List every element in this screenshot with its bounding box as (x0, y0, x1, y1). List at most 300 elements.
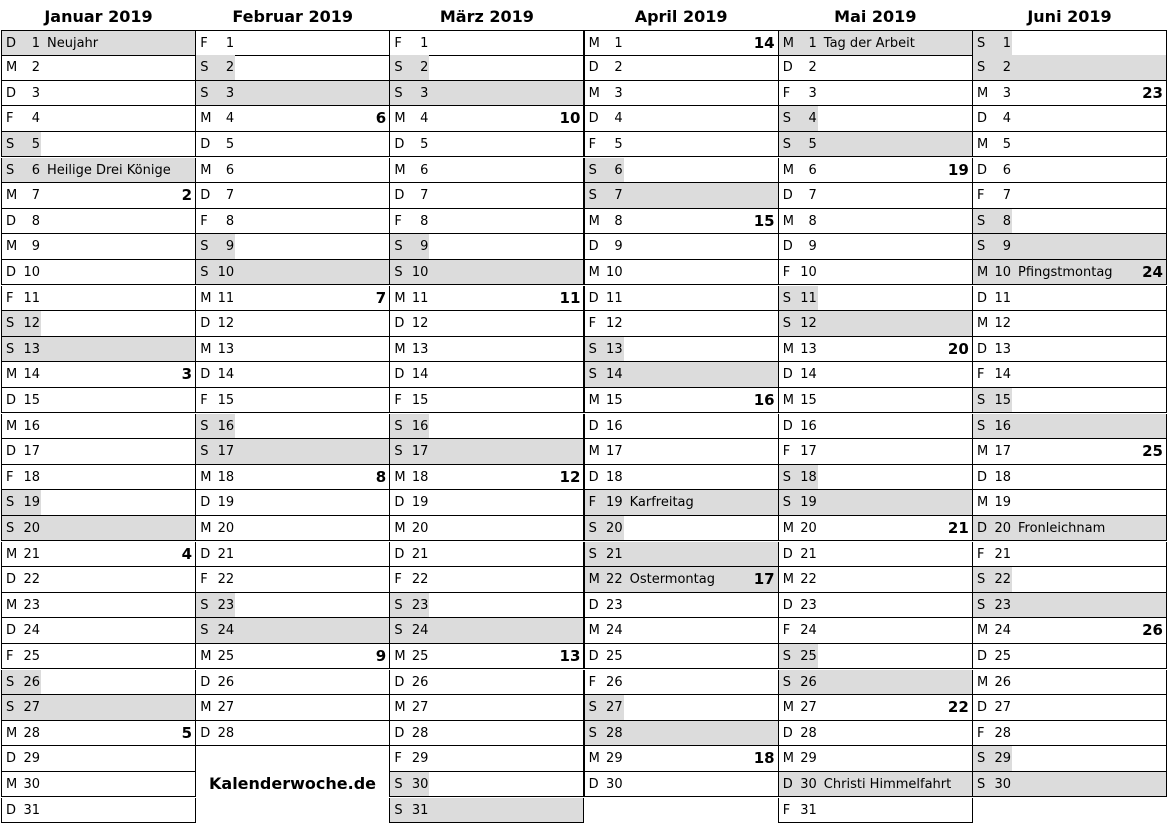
day-cell (972, 490, 1167, 516)
day-cell (778, 516, 973, 542)
weekday-letter: M (200, 341, 212, 357)
weekday-letter: S (977, 35, 986, 51)
month-title: April 2019 (634, 7, 728, 26)
day-number: 23 (217, 597, 235, 613)
day-number: 14 (23, 367, 40, 383)
weekday-letter: S (394, 802, 403, 818)
weekday-letter: D (394, 188, 405, 204)
week-number: 20 (947, 339, 969, 358)
day-number: 9 (808, 239, 817, 255)
weekday-letter: D (6, 213, 17, 229)
weekday-letter: D (977, 111, 988, 127)
weekday-letter: F (782, 802, 791, 818)
weekday-letter: M (588, 213, 600, 229)
day-number: 24 (411, 623, 429, 639)
weekday-letter: D (200, 316, 211, 332)
day-cell (389, 721, 584, 747)
weekday-letter: D (394, 546, 405, 562)
weekday-letter: S (200, 444, 209, 460)
day-cell (584, 106, 779, 132)
weekday-letter: S (200, 239, 209, 255)
day-number: 14 (800, 367, 817, 383)
day-number: 26 (606, 674, 623, 690)
weekday-letter: F (588, 316, 597, 332)
day-cell (195, 516, 390, 542)
day-cell (1, 695, 196, 721)
day-number: 28 (217, 725, 235, 741)
weekday-letter: M (782, 341, 795, 357)
day-cell (778, 695, 973, 721)
day-number: 13 (994, 341, 1011, 357)
day-cell (778, 414, 973, 440)
day-number: 13 (217, 341, 235, 357)
weekday-letter: M (588, 751, 600, 767)
day-number: 8 (225, 213, 235, 229)
day-cell (584, 670, 779, 696)
day-number: 10 (606, 264, 623, 280)
weekday-letter: S (6, 520, 15, 536)
day-cell (1, 81, 196, 107)
week-number: 19 (947, 160, 969, 179)
weekday-letter: S (977, 597, 986, 613)
day-cell (972, 567, 1167, 593)
day-cell (584, 286, 779, 312)
day-cell (972, 158, 1167, 184)
weekday-letter: M (782, 700, 795, 716)
day-cell (1, 670, 196, 696)
day-cell (778, 81, 973, 107)
weekday-letter: D (6, 444, 17, 460)
day-cell (584, 209, 779, 235)
day-number: 4 (225, 111, 235, 127)
day-cell (972, 439, 1167, 465)
day-cell (584, 30, 779, 57)
day-cell (584, 465, 779, 491)
day-number: 13 (800, 341, 817, 357)
day-cell (195, 106, 390, 132)
weekday-letter: S (977, 572, 986, 588)
day-cell (778, 721, 973, 747)
day-cell (778, 132, 973, 158)
weekday-letter: F (977, 546, 985, 562)
day-cell (1, 798, 196, 824)
weekday-letter: D (200, 725, 211, 741)
week-number: 23 (1142, 83, 1163, 102)
day-number: 19 (606, 495, 623, 511)
day-cell (584, 618, 779, 644)
day-cell (584, 746, 779, 772)
weekday-letter: D (782, 776, 793, 792)
day-number: 29 (994, 751, 1011, 767)
day-cell (195, 414, 390, 440)
day-number: 29 (23, 751, 40, 767)
day-cell (195, 260, 390, 286)
day-cell (778, 209, 973, 235)
day-cell (584, 516, 779, 542)
weekday-letter: S (200, 264, 209, 280)
weekday-letter: M (782, 213, 795, 229)
week-number: 18 (753, 749, 775, 768)
day-number: 22 (606, 572, 623, 588)
day-number: 23 (23, 597, 40, 613)
day-number: 3 (1002, 85, 1011, 101)
day-cell (389, 567, 584, 593)
weekday-letter: F (200, 35, 208, 51)
day-cell (1, 183, 196, 209)
day-cell (778, 618, 973, 644)
day-cell (195, 234, 390, 260)
day-cell (972, 670, 1167, 696)
day-number: 26 (800, 674, 817, 690)
day-cell (1, 644, 196, 670)
day-cell (778, 490, 973, 516)
day-cell (1, 311, 196, 337)
weekday-letter: S (394, 60, 403, 76)
day-cell (195, 721, 390, 747)
day-number: 1 (31, 35, 40, 51)
day-number: 29 (800, 751, 817, 767)
day-number: 8 (614, 213, 623, 229)
day-cell (389, 414, 584, 440)
weekday-letter: M (394, 469, 406, 485)
day-cell (195, 670, 390, 696)
weekday-letter: F (782, 264, 791, 280)
weekday-letter: S (200, 85, 209, 101)
day-cell (584, 311, 779, 337)
day-cell (195, 183, 390, 209)
weekday-letter: M (200, 648, 212, 664)
week-number: 9 (375, 646, 387, 665)
holiday-label: Neujahr (47, 35, 99, 51)
weekday-letter: S (782, 136, 792, 152)
weekday-letter: S (6, 341, 15, 357)
day-number: 7 (31, 188, 40, 204)
week-number: 12 (559, 467, 581, 486)
day-number: 28 (23, 725, 40, 741)
day-cell (1, 30, 196, 57)
weekday-letter: F (588, 674, 597, 690)
day-cell (778, 55, 973, 81)
weekday-letter: D (394, 674, 405, 690)
day-cell (584, 695, 779, 721)
weekday-letter: S (588, 341, 597, 357)
day-cell (1, 337, 196, 363)
weekday-letter: D (394, 367, 405, 383)
weekday-letter: M (977, 444, 989, 460)
day-number: 11 (23, 290, 40, 306)
day-number: 3 (420, 85, 429, 101)
day-cell (972, 618, 1167, 644)
day-number: 2 (225, 60, 235, 76)
weekday-letter: S (394, 776, 403, 792)
holiday-label: Heilige Drei Könige (47, 162, 171, 178)
weekday-letter: M (394, 162, 406, 178)
day-number: 26 (217, 674, 235, 690)
day-cell (389, 55, 584, 81)
day-cell (1, 260, 196, 286)
day-number: 11 (800, 290, 817, 306)
day-cell (1, 388, 196, 414)
day-number: 5 (1002, 136, 1011, 152)
week-number: 7 (375, 288, 387, 307)
day-number: 4 (420, 111, 429, 127)
day-number: 24 (800, 623, 817, 639)
weekday-letter: M (394, 648, 406, 664)
day-cell (389, 362, 584, 388)
weekday-letter: D (588, 776, 599, 792)
day-cell (778, 311, 973, 337)
weekday-letter: S (782, 111, 792, 127)
day-number: 30 (800, 776, 817, 792)
day-number: 6 (1002, 162, 1011, 178)
day-number: 25 (800, 648, 817, 664)
day-cell (1, 490, 196, 516)
day-number: 16 (411, 418, 429, 434)
day-cell (195, 362, 390, 388)
day-cell (972, 465, 1167, 491)
site-name: Kalenderwoche.de (209, 774, 376, 793)
weekday-letter: S (782, 290, 792, 306)
day-number: 26 (411, 674, 429, 690)
day-number: 26 (23, 674, 40, 690)
weekday-letter: D (6, 572, 17, 588)
day-number: 27 (23, 700, 40, 716)
day-cell (389, 772, 584, 798)
day-number: 1 (1002, 35, 1011, 51)
day-cell (389, 132, 584, 158)
day-number: 16 (606, 418, 623, 434)
day-cell (778, 798, 973, 824)
weekday-letter: S (394, 85, 403, 101)
day-number: 18 (411, 469, 429, 485)
weekday-letter: D (6, 85, 17, 101)
week-number: 25 (1142, 442, 1163, 461)
day-cell (584, 567, 779, 593)
weekday-letter: S (200, 623, 209, 639)
weekday-letter: M (977, 136, 989, 152)
day-cell (584, 593, 779, 619)
day-cell (195, 542, 390, 568)
day-number: 17 (411, 444, 429, 460)
weekday-letter: S (782, 674, 792, 690)
day-cell (778, 465, 973, 491)
weekday-letter: F (394, 572, 402, 588)
day-cell (389, 106, 584, 132)
day-number: 23 (606, 597, 623, 613)
day-cell (195, 55, 390, 81)
day-number: 13 (411, 341, 429, 357)
holiday-label: Christi Himmelfahrt (823, 776, 952, 792)
month-title: März 2019 (439, 7, 534, 26)
day-cell (778, 746, 973, 772)
day-number: 14 (411, 367, 429, 383)
day-number: 19 (411, 495, 429, 511)
day-number: 1 (614, 35, 623, 51)
weekday-letter: M (782, 572, 795, 588)
day-cell (389, 465, 584, 491)
day-cell (584, 158, 779, 184)
week-number: 2 (181, 186, 192, 205)
day-number: 4 (808, 111, 817, 127)
weekday-letter: D (977, 648, 988, 664)
weekday-letter: M (6, 546, 18, 562)
day-cell (778, 260, 973, 286)
day-cell (195, 618, 390, 644)
weekday-letter: S (394, 444, 403, 460)
weekday-letter: M (394, 341, 406, 357)
day-number: 28 (994, 725, 1011, 741)
weekday-letter: D (588, 469, 599, 485)
day-cell (778, 362, 973, 388)
day-cell (389, 490, 584, 516)
day-number: 19 (23, 495, 40, 511)
weekday-letter: F (6, 290, 14, 306)
weekday-letter: S (782, 495, 792, 511)
day-number: 3 (31, 85, 40, 101)
week-number: 4 (181, 544, 192, 563)
weekday-letter: D (977, 700, 988, 716)
day-cell (972, 81, 1167, 107)
week-number: 26 (1142, 621, 1163, 640)
day-number: 21 (994, 546, 1011, 562)
weekday-letter: F (977, 725, 985, 741)
day-cell (195, 132, 390, 158)
day-number: 1 (225, 35, 235, 51)
week-number: 24 (1142, 262, 1163, 281)
weekday-letter: M (782, 392, 795, 408)
weekday-letter: D (6, 264, 17, 280)
day-number: 15 (217, 392, 235, 408)
day-cell (584, 260, 779, 286)
day-number: 10 (994, 264, 1011, 280)
day-cell (389, 209, 584, 235)
day-cell (389, 388, 584, 414)
day-number: 20 (606, 520, 623, 536)
weekday-letter: M (200, 700, 212, 716)
month-title: Februar 2019 (232, 7, 354, 26)
weekday-letter: F (588, 495, 597, 511)
day-number: 21 (800, 546, 817, 562)
day-number: 23 (800, 597, 817, 613)
day-number: 7 (614, 188, 623, 204)
day-number: 8 (808, 213, 817, 229)
weekday-letter: D (200, 188, 211, 204)
day-number: 22 (23, 572, 40, 588)
day-cell (972, 772, 1167, 798)
day-cell (1, 516, 196, 542)
weekday-letter: S (6, 162, 15, 178)
weekday-letter: D (588, 60, 599, 76)
day-number: 6 (225, 162, 235, 178)
day-number: 11 (606, 290, 623, 306)
day-number: 6 (808, 162, 817, 178)
weekday-letter: S (588, 700, 597, 716)
day-cell (778, 593, 973, 619)
day-cell (972, 106, 1167, 132)
day-cell (389, 798, 584, 824)
day-number: 17 (606, 444, 623, 460)
day-cell (389, 644, 584, 670)
day-cell (778, 183, 973, 209)
weekday-letter: M (588, 623, 600, 639)
weekday-letter: S (6, 674, 15, 690)
day-number: 20 (217, 520, 235, 536)
weekday-letter: D (200, 674, 211, 690)
weekday-letter: S (588, 162, 597, 178)
weekday-letter: D (200, 136, 211, 152)
day-number: 10 (217, 264, 235, 280)
day-number: 30 (411, 776, 429, 792)
day-cell (584, 772, 779, 798)
day-number: 18 (23, 469, 40, 485)
day-number: 2 (31, 60, 40, 76)
day-number: 27 (994, 700, 1011, 716)
weekday-letter: S (394, 597, 403, 613)
day-number: 3 (614, 85, 623, 101)
day-number: 12 (800, 316, 817, 332)
weekday-letter: M (200, 162, 212, 178)
weekday-letter: M (200, 290, 212, 306)
weekday-letter: D (588, 418, 599, 434)
day-number: 30 (606, 776, 623, 792)
day-number: 21 (606, 546, 623, 562)
day-cell (972, 30, 1167, 57)
day-cell (389, 158, 584, 184)
day-cell (195, 490, 390, 516)
day-number: 11 (411, 290, 429, 306)
day-cell (972, 311, 1167, 337)
day-number: 7 (1002, 188, 1011, 204)
day-number: 24 (994, 623, 1011, 639)
day-cell (195, 209, 390, 235)
day-cell (389, 670, 584, 696)
weekday-letter: D (6, 623, 17, 639)
weekday-letter: D (588, 111, 599, 127)
weekday-letter: M (782, 520, 795, 536)
weekday-letter: M (394, 111, 406, 127)
weekday-letter: S (588, 725, 597, 741)
day-cell (778, 286, 973, 312)
weekday-letter: M (394, 520, 406, 536)
day-cell (389, 337, 584, 363)
weekday-letter: D (6, 802, 17, 818)
day-cell (778, 644, 973, 670)
day-number: 5 (31, 136, 40, 152)
day-number: 13 (23, 341, 40, 357)
day-cell (584, 183, 779, 209)
day-number: 25 (606, 648, 623, 664)
weekday-letter: D (588, 239, 599, 255)
day-number: 7 (225, 188, 235, 204)
day-cell (1, 618, 196, 644)
day-number: 4 (31, 111, 40, 127)
day-cell (972, 746, 1167, 772)
day-number: 16 (217, 418, 235, 434)
day-cell (195, 644, 390, 670)
day-number: 21 (411, 546, 429, 562)
weekday-letter: S (394, 418, 403, 434)
weekday-letter: D (6, 35, 17, 51)
day-cell (1, 158, 196, 184)
day-number: 20 (994, 520, 1011, 536)
holiday-label: Ostermontag (629, 572, 715, 588)
day-number: 9 (31, 239, 40, 255)
weekday-letter: S (588, 520, 597, 536)
day-cell (972, 695, 1167, 721)
weekday-letter: D (782, 725, 793, 741)
day-number: 2 (614, 60, 623, 76)
weekday-letter: S (977, 392, 986, 408)
